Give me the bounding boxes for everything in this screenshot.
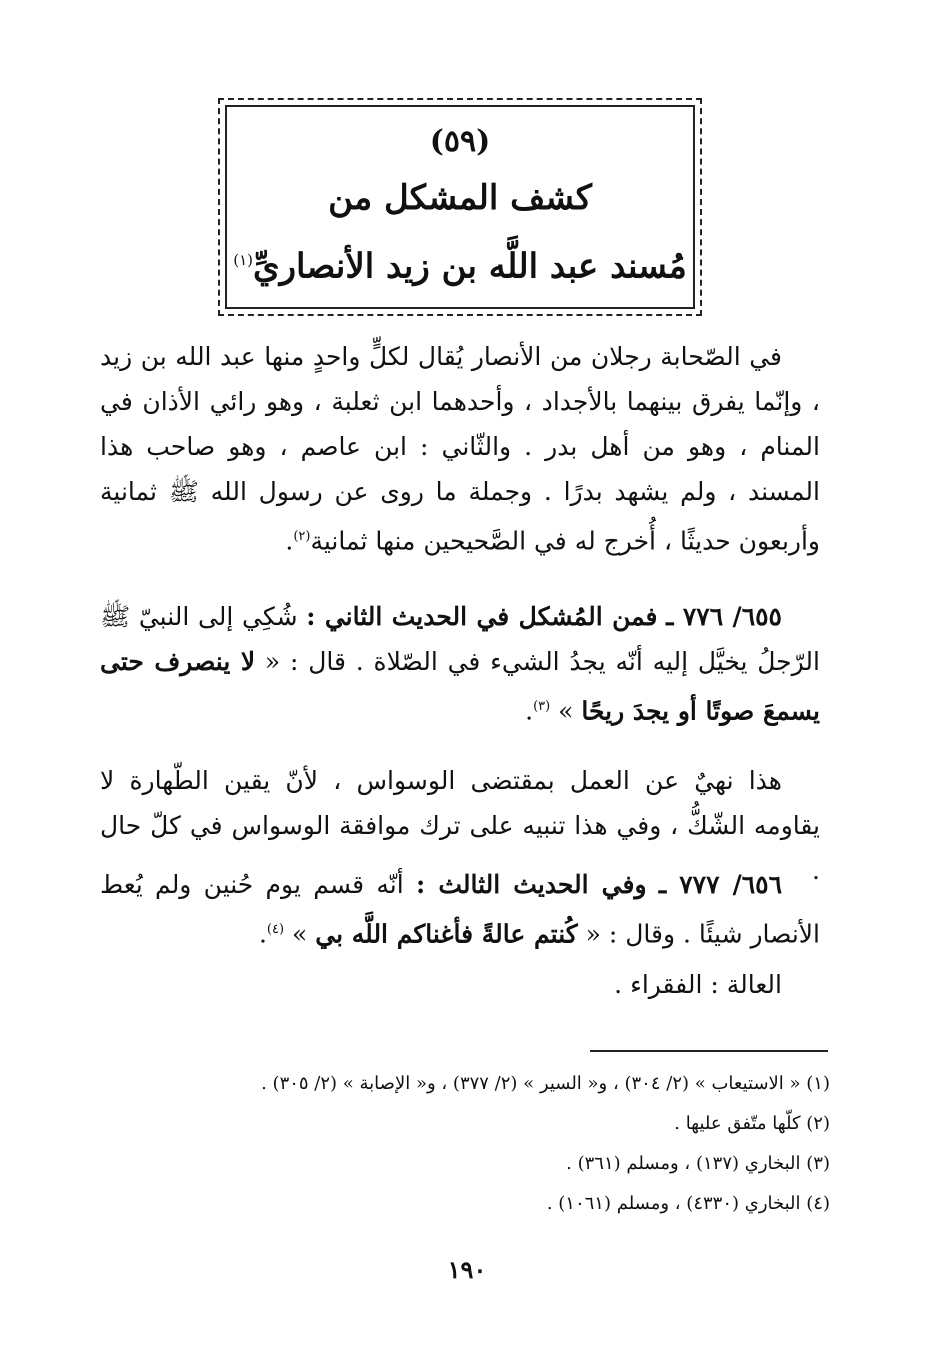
hadith-655-text: شُكِي إلى النبيّ ﷺ الرّجلُ يخيَّل إليه أنّه يجدُ الشيء في الصّلاة . قال : « bbox=[100, 602, 820, 676]
footnote-3: (٣) البخاري (١٣٧) ، ومسلم (٣٦١) . bbox=[566, 1153, 830, 1174]
hadith-656-text: أنّه قسم يوم حُنين ولم يُعط الأنصار شيئًا . وقال : « bbox=[100, 870, 820, 949]
hadith-655-number: ٦٥٥/ ٧٧٦ ـ bbox=[666, 602, 782, 631]
hadith-656-number: ٦٥٦/ ٧٧٧ ـ bbox=[658, 870, 783, 899]
footnote-4: (٤) البخاري (٤٣٣٠) ، ومسلم (١٠٦١) . bbox=[546, 1193, 830, 1214]
footnote-ref-2: (٢) bbox=[293, 529, 311, 544]
chapter-title-line-2 bbox=[233, 229, 687, 297]
definition-text: العالة : الفقراء . bbox=[614, 970, 782, 999]
chapter-title-line-1: كشف المشكل من bbox=[328, 177, 592, 218]
hadith-656-close: » bbox=[292, 919, 308, 949]
commentary-text: هذا نهيٌ عن العمل بمقتضى الوسواس ، لأنّ يقين الطّهارة لا يقاومه الشّكُّ ، وفي هذا تنبيه على ترك موافقة الوسواس في كلّ حال . bbox=[100, 766, 820, 885]
hadith-656-quote: كُنتم عالةً فأغناكم اللَّه بي bbox=[315, 919, 578, 949]
chapter-title-text: مُسند عبد اللَّه بن زيد الأنصاريِّ bbox=[253, 246, 687, 287]
hadith-655-close: » bbox=[558, 696, 574, 726]
hadith-655-paragraph: ٦٥٥/ ٧٧٦ ـ فمن المُشكل في الحديث الثاني : شُكِي إلى النبيّ ﷺ الرّجلُ يخيَّل إليه أنّه يجدُ الشيء في الصّلاة . قال : « لا ينصرف حتى يسمعَ صوتًا أو يجدَ ريحًا » $^{(٣)}$. bbox=[100, 602, 820, 726]
footnote-2: (٢) كلّها متّفق عليها . bbox=[674, 1113, 830, 1134]
hadith-655-quote: لا ينصرف حتى يسمعَ صوتًا أو يجدَ ريحًا bbox=[100, 647, 820, 726]
intro-period: . bbox=[285, 526, 294, 556]
definition-paragraph bbox=[100, 962, 820, 1007]
hadith-656-paragraph: ٦٥٦/ ٧٧٧ ـ وفي الحديث الثالث : أنّه قسم يوم حُنين ولم يُعط الأنصار شيئًا . وقال : « كُنتم عالةً فأغناكم اللَّه بي » $^{(٤)}$. bbox=[100, 870, 820, 949]
footnote-ref-4: (٤) bbox=[266, 922, 285, 937]
chapter-title-frame bbox=[218, 98, 702, 316]
footnotes bbox=[120, 1064, 830, 1224]
hadith-655-heading: فمن المُشكل في الحديث الثاني : bbox=[306, 602, 658, 631]
footnote-divider bbox=[590, 1050, 828, 1052]
hadith-656-heading: وفي الحديث الثالث : bbox=[416, 870, 647, 899]
page-number: ١٩٠ bbox=[447, 1255, 487, 1284]
intro-paragraph bbox=[100, 334, 820, 563]
chapter-number: (٥٩) bbox=[429, 123, 491, 159]
footnote-ref-3: (٣) bbox=[533, 699, 551, 714]
chapter-title-inner-frame bbox=[225, 105, 695, 309]
footnote-1: (١) « الاستيعاب » (٢/ ٣٠٤) ، و« السير » (٢/ ٣٧٧) ، و« الإصابة » (٢/ ٣٠٥) . bbox=[261, 1073, 830, 1094]
footnote-ref-1: (١) bbox=[233, 250, 254, 269]
intro-text: في الصّحابة رجلان من الأنصار يُقال لكلٍّ واحدٍ منها عبد الله بن زيد ، وإنّما يفرق بينهما بالأجداد ، وأحدهما ابن ثعلبة ، وهو رائي الأذان في المنام ، وهو من أهل بدر . والثّاني : ابن عاصم ، وهو صاحب هذا المسند ، ولم يشهد بدرًا . وجملة ما روى عن رسول الله ﷺ ثمانية وأربعون حديثًا ، أُخرج له في الصَّحيحين منها ثمانية bbox=[100, 342, 820, 556]
